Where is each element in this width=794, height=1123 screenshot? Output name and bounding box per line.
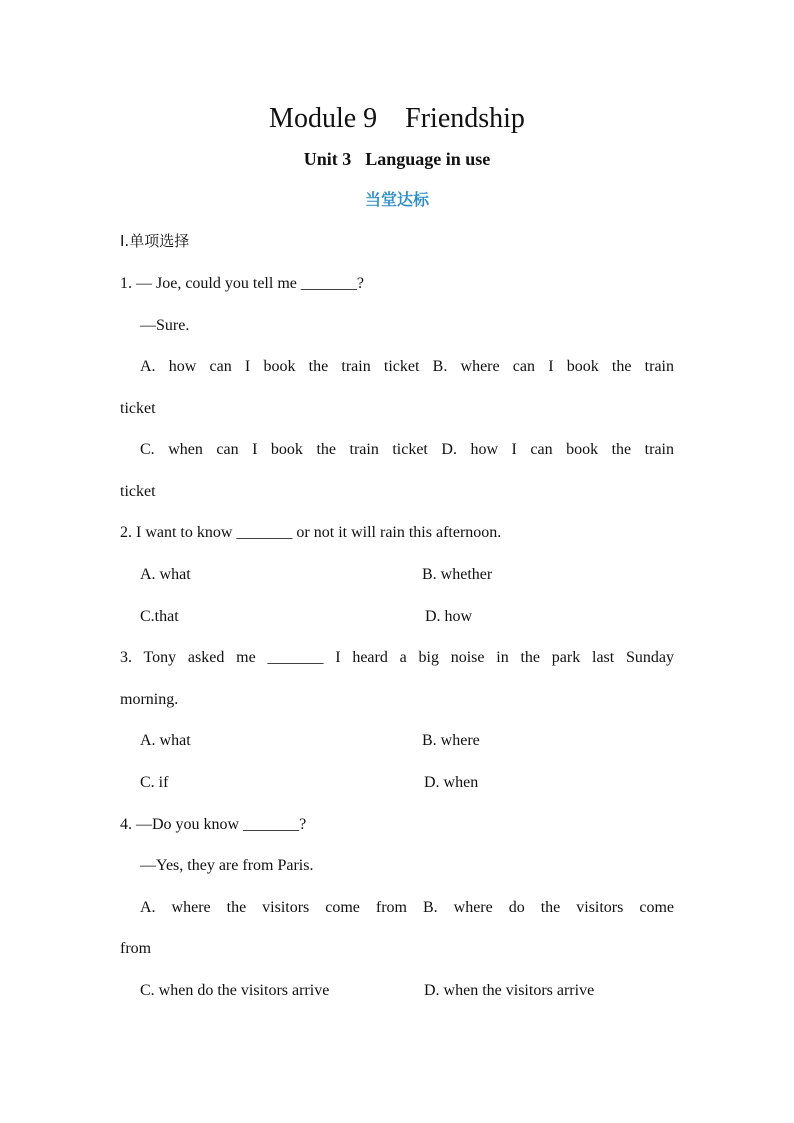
module-topic: Friendship [405, 103, 525, 134]
question-1-options-cd: C. when can I book the train ticket D. how I can book the train [140, 441, 674, 458]
question-4-options-ab: A. where the visitors come from B. where do the visitors come [140, 899, 674, 916]
module-label: Module 9 [269, 103, 378, 134]
question-3-stem-wrap: morning. [120, 691, 179, 708]
question-3-stem: 3. Tony asked me _______ I heard a big noise in the park last Sunday [120, 649, 674, 666]
question-1-options-cd-wrap: ticket [120, 483, 156, 500]
question-4-options-ab-wrap: from [120, 940, 152, 957]
question-4-stem: 4. —Do you know _______? [120, 816, 307, 833]
question-4-option-c: C. when do the visitors arrive [140, 982, 330, 999]
question-3-option-a: A. what [140, 732, 191, 749]
question-2-option-d: D. how [425, 608, 473, 625]
question-4-option-d: D. when the visitors arrive [424, 982, 595, 999]
question-1-options-ab-wrap: ticket [120, 400, 156, 417]
question-1-stem: 1. — Joe, could you tell me _______? [120, 275, 364, 292]
question-2-option-c: C.that [140, 608, 179, 625]
question-2-stem: 2. I want to know _______ or not it will rain this afternoon. [120, 524, 502, 541]
question-3-option-d: D. when [424, 774, 479, 791]
unit-topic: Language in use [365, 149, 491, 169]
unit-label: Unit 3 [303, 149, 352, 169]
question-1-reply: —Sure. [140, 317, 190, 334]
question-4-reply: —Yes, they are from Paris. [140, 857, 314, 874]
page-title [0, 102, 794, 136]
question-1-options-ab: A. how can I book the train ticket B. where can I book the train [140, 358, 674, 375]
unit-title [0, 148, 794, 170]
section-subtitle: 当堂达标 [364, 190, 429, 209]
question-2-option-a: A. what [140, 566, 191, 583]
question-3-option-c: C. if [140, 774, 169, 791]
section-heading: Ⅰ.单项选择 [120, 232, 190, 250]
question-2-option-b: B. whether [422, 566, 493, 583]
question-3-option-b: B. where [422, 732, 480, 749]
